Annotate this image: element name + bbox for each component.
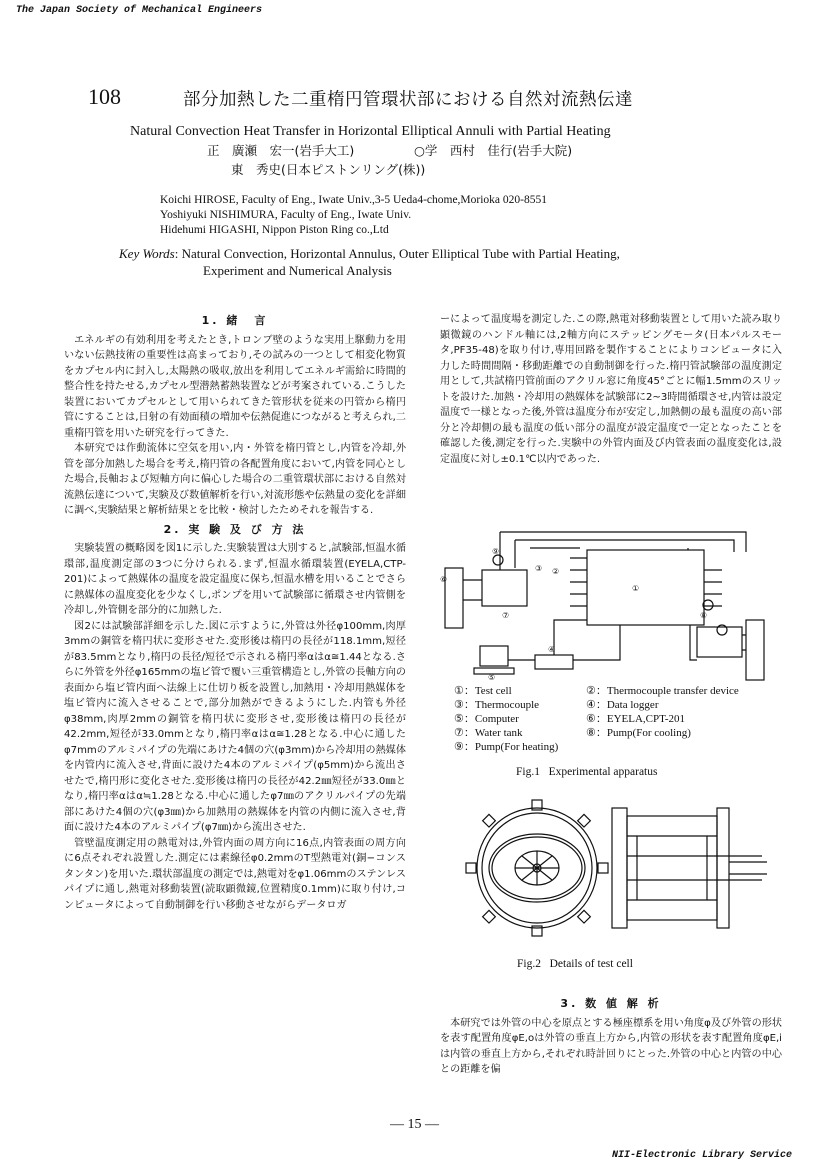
figure-2-test-cell-diagram bbox=[462, 796, 772, 946]
section-3-paragraph-1: 本研究では外管の中心を原点とする極座標系を用い角度φ及び外管の形状を表す配置角度φE,oは外管の垂直上方から,内管の形状を表す配置角度φE,iは内管の垂直上方から,それぞれ時計回りにとった.外管の中心と内管の中心との距離を偏 bbox=[440, 1017, 782, 1075]
legend-item-5: ⑤：Computer bbox=[454, 713, 519, 725]
test-cell-box bbox=[587, 550, 704, 625]
figure-1-legend bbox=[454, 684, 784, 754]
fig1-mark-3: ③ bbox=[535, 564, 543, 573]
right-thermostat-unit bbox=[746, 620, 764, 680]
legend-item-4: ④：Data logger bbox=[586, 699, 659, 711]
affiliations bbox=[160, 193, 547, 238]
keywords bbox=[119, 245, 769, 279]
section-1-heading: 1. 緒 言 bbox=[201, 314, 269, 327]
fig1-mark-6: ⑥ bbox=[440, 575, 448, 584]
affiliation-2: Yoshiyuki NISHIMURA, Faculty of Eng., Iwate Univ. bbox=[160, 209, 412, 221]
left-column bbox=[64, 310, 406, 913]
fig1-mark-4: ④ bbox=[548, 645, 556, 654]
legend-item-3: ③：Thermocouple bbox=[454, 699, 540, 711]
figure-1-caption-text: Experimental apparatus bbox=[548, 766, 658, 778]
authors-line2: 東 秀史(日本ピストンリング(株)) bbox=[231, 162, 426, 177]
figure-1-caption bbox=[516, 766, 657, 778]
legend-item-8: ⑧：Pump(For cooling) bbox=[586, 727, 691, 739]
section-2-heading: 2. 実 験 及 び 方 法 bbox=[163, 522, 307, 536]
fig1-mark-1: ① bbox=[632, 584, 640, 593]
fig1-mark-8: ⑧ bbox=[700, 611, 708, 620]
section-3 bbox=[440, 993, 782, 1078]
figure-1-label: Fig.1 bbox=[516, 766, 540, 778]
right-paragraph-1: ーによって温度場を測定した.この際,熱電対移動装置として用いた読み取り顕微鏡のハンドル軸には,2軸方向にステッピングモータ(日本パルスモータ,PF35-48)を取り付け,専用回路を製作することによりコンピュータに入力した時間間隔・移動距離での自動制御を行った.楕円管試験部の温度測定用として,共試楕円管前面のアクリル窓に角度45°ごとに幅1.5mmのスリットを設けた.加熱・冷却用の熱媒体を試験部に2~3時間循環させ,内管は設定温度で一様となった後,外管は温度分布が安定し,加熱側の最も温度の高い部分と冷却側の最も温度の低い部分の温度が設定温度で一定となったことを確認した後,測定を行った.実験中の外管内面及び内管表面の温度変化は,設定温度に対し±0.1℃以内であった. bbox=[440, 314, 782, 465]
legend-item-6: ⑥：EYELA,CPT-201 bbox=[586, 713, 685, 725]
authors-line1-left: 正 廣瀬 宏一(岩手大工) bbox=[207, 143, 355, 158]
legend-item-9: ⑨：Pump(For heating) bbox=[454, 741, 559, 753]
left-pump bbox=[493, 555, 503, 565]
data-logger bbox=[535, 655, 573, 669]
computer-monitor bbox=[480, 646, 508, 666]
journal-header: The Japan Society of Mechanical Engineers bbox=[16, 5, 263, 16]
page-number: — 15 — bbox=[390, 1117, 439, 1132]
side-view-casing bbox=[627, 816, 717, 920]
section-2-paragraph-3: 管壁温度測定用の熱電対は,外管内面の周方向に16点,内管表面の周方向に6点それぞれ設置した.測定には素線径φ0.2mmのT型熱電対(銅−コンスタンタン)を用いた.環状部温度の測定では,熱電対をφ1.06mmのステンレスパイプに通し,熱電対移動装置(読取顕微鏡,位置精度0.1mm)に取り付け,コンピュータによって自動制御を行い移動させながらデータロガ bbox=[64, 837, 406, 911]
section-1-paragraph-1: エネルギの有効利用を考えたとき,トロンブ壁のような実用上駆動力を用いない伝熱技術の重要性は高まっており,その試みの一つとして相変化物質をカプセル内に封入し,太陽熱の吸収,放出を利用してエネルギ需給に時間的整合性を持たせる,カプセル型潜熱蓄熱装置などが考案されている.こうした装置においてカプセルとして用いられてきた管形状を従来の円管から楕円管にすることは,日射の有効面積の増加や伝熱促進につながると考えられ,二重楕円管を用いた研究を行ってきた. bbox=[64, 334, 406, 439]
title-english: Natural Convection Heat Transfer in Horizontal Elliptical Annuli with Partial Heating bbox=[130, 124, 611, 139]
fig1-mark-5: ⑤ bbox=[488, 673, 496, 682]
figure-2-caption-text: Details of test cell bbox=[549, 958, 633, 970]
authors-line1-right: ○学 西村 佳行(岩手大院) bbox=[414, 143, 573, 158]
legend-item-7: ⑦：Water tank bbox=[454, 727, 523, 739]
paper-number: 108 bbox=[88, 84, 121, 109]
left-water-tank bbox=[482, 570, 527, 606]
section-2-paragraph-1: 実験装置の概略図を図1に示した.実験装置は大別すると,試験部,恒温水循環部,温度測定部の3つに分けられる.まず,恒温水循環装置(EYELA,CTP-201)によって熱媒体の温度を設定温度に保ち,恒温水槽を用いることでさらに熱媒体の温度変化を少なくし,ポンプを用いて試験部に循環させ内管側を冷却し,外管側を部分的に加熱した. bbox=[64, 543, 406, 616]
footer-service: NII-Electronic Library Service bbox=[612, 1150, 793, 1161]
fig1-mark-2: ② bbox=[552, 567, 560, 576]
figure-2-caption bbox=[517, 958, 633, 970]
keywords-line1: : Natural Convection, Horizontal Annulus, Outer Elliptical Tube with Partial Heating, bbox=[174, 246, 620, 261]
section-1-paragraph-2: 本研究では作動流体に空気を用い,内・外管を楕円管とし,内管を冷却,外管を部分加熱した場合を考え,楕円管の各配置角度において,内管を同心とした場合,長軸および短軸方向に偏心した場合の二重管環状部における自然対流熱伝達について,実験及び数値解析を行い,対流形態や伝熱量の変化を詳細に調べ,実験結果と解析結果とを比較・検討したためそれを報告する. bbox=[64, 443, 406, 516]
legend-item-2: ②：Thermocouple transfer device bbox=[586, 685, 739, 697]
keywords-line2: Experiment and Numerical Analysis bbox=[203, 263, 392, 278]
fig1-mark-9: ⑨ bbox=[492, 547, 500, 556]
legend-item-1: ①：Test cell bbox=[454, 685, 512, 697]
right-water-tank bbox=[697, 627, 742, 657]
title-japanese: 部分加熱した二重楕円管環状部における自然対流熱伝達 bbox=[183, 90, 633, 110]
section-2-paragraph-2: 図2には試験部詳細を示した.図に示すように,外管は外径φ100mm,肉厚3mmの銅管を楕円状に変形させた.変形後は楕円の長径が118.1mm,短径が83.5mmとなり,楕円の長径/短径で示される楕円率αはα≅1.44となる.さらに外管を外径φ165mmの塩ビ管で覆い三重管構造とし,外管の長軸方向の表面から塩ビ管内面へ法線上に仕切り板を設置し,加熱用・冷却用熱媒体を塩ビ管内に流入させることで,部分加熱ができるようにした.内管も外径φ38mm,肉厚2mmの銅管を楕円状に変形させ,変形後は楕円の長径が42.2mm,短径が33.0mmとなり,楕円率αはα≅1.28となる.中心に通したφ7mmのアルミパイプの先端にあけた4個の穴(φ3mm)から冷却用の熱媒体を内管内に流入させ,背面に設けた4本のアルミパイプ(φ5mm)から流出させたで,楕円形に変化させた.変形後は楕円の長径が42.2㎜短径が33.0㎜となり,楕円率αはα≒1.28となる.中心に通したφ7㎜のアクリルパイプの先端部にあけた4個の穴(φ3㎜)から加熱用の熱媒体を内管の内側に流入させ,背面に設けた4本のアルミパイプ(φ7㎜)から流出させた. bbox=[64, 620, 406, 833]
figure-1-apparatus-diagram bbox=[440, 510, 780, 682]
right-column-text bbox=[440, 312, 782, 467]
figure-2-label: Fig.2 bbox=[517, 958, 541, 970]
left-thermostat-unit bbox=[445, 568, 463, 628]
fig1-mark-7: ⑦ bbox=[502, 611, 510, 620]
keywords-label: Key Words bbox=[119, 246, 175, 261]
affiliation-1: Koichi HIROSE, Faculty of Eng., Iwate Univ.,3-5 Ueda4-chome,Morioka 020-8551 bbox=[160, 194, 547, 206]
affiliation-3: Hidehumi HIGASHI, Nippon Piston Ring co.,Ltd bbox=[160, 224, 389, 236]
section-3-heading: 3. 数 値 解 析 bbox=[560, 997, 662, 1010]
